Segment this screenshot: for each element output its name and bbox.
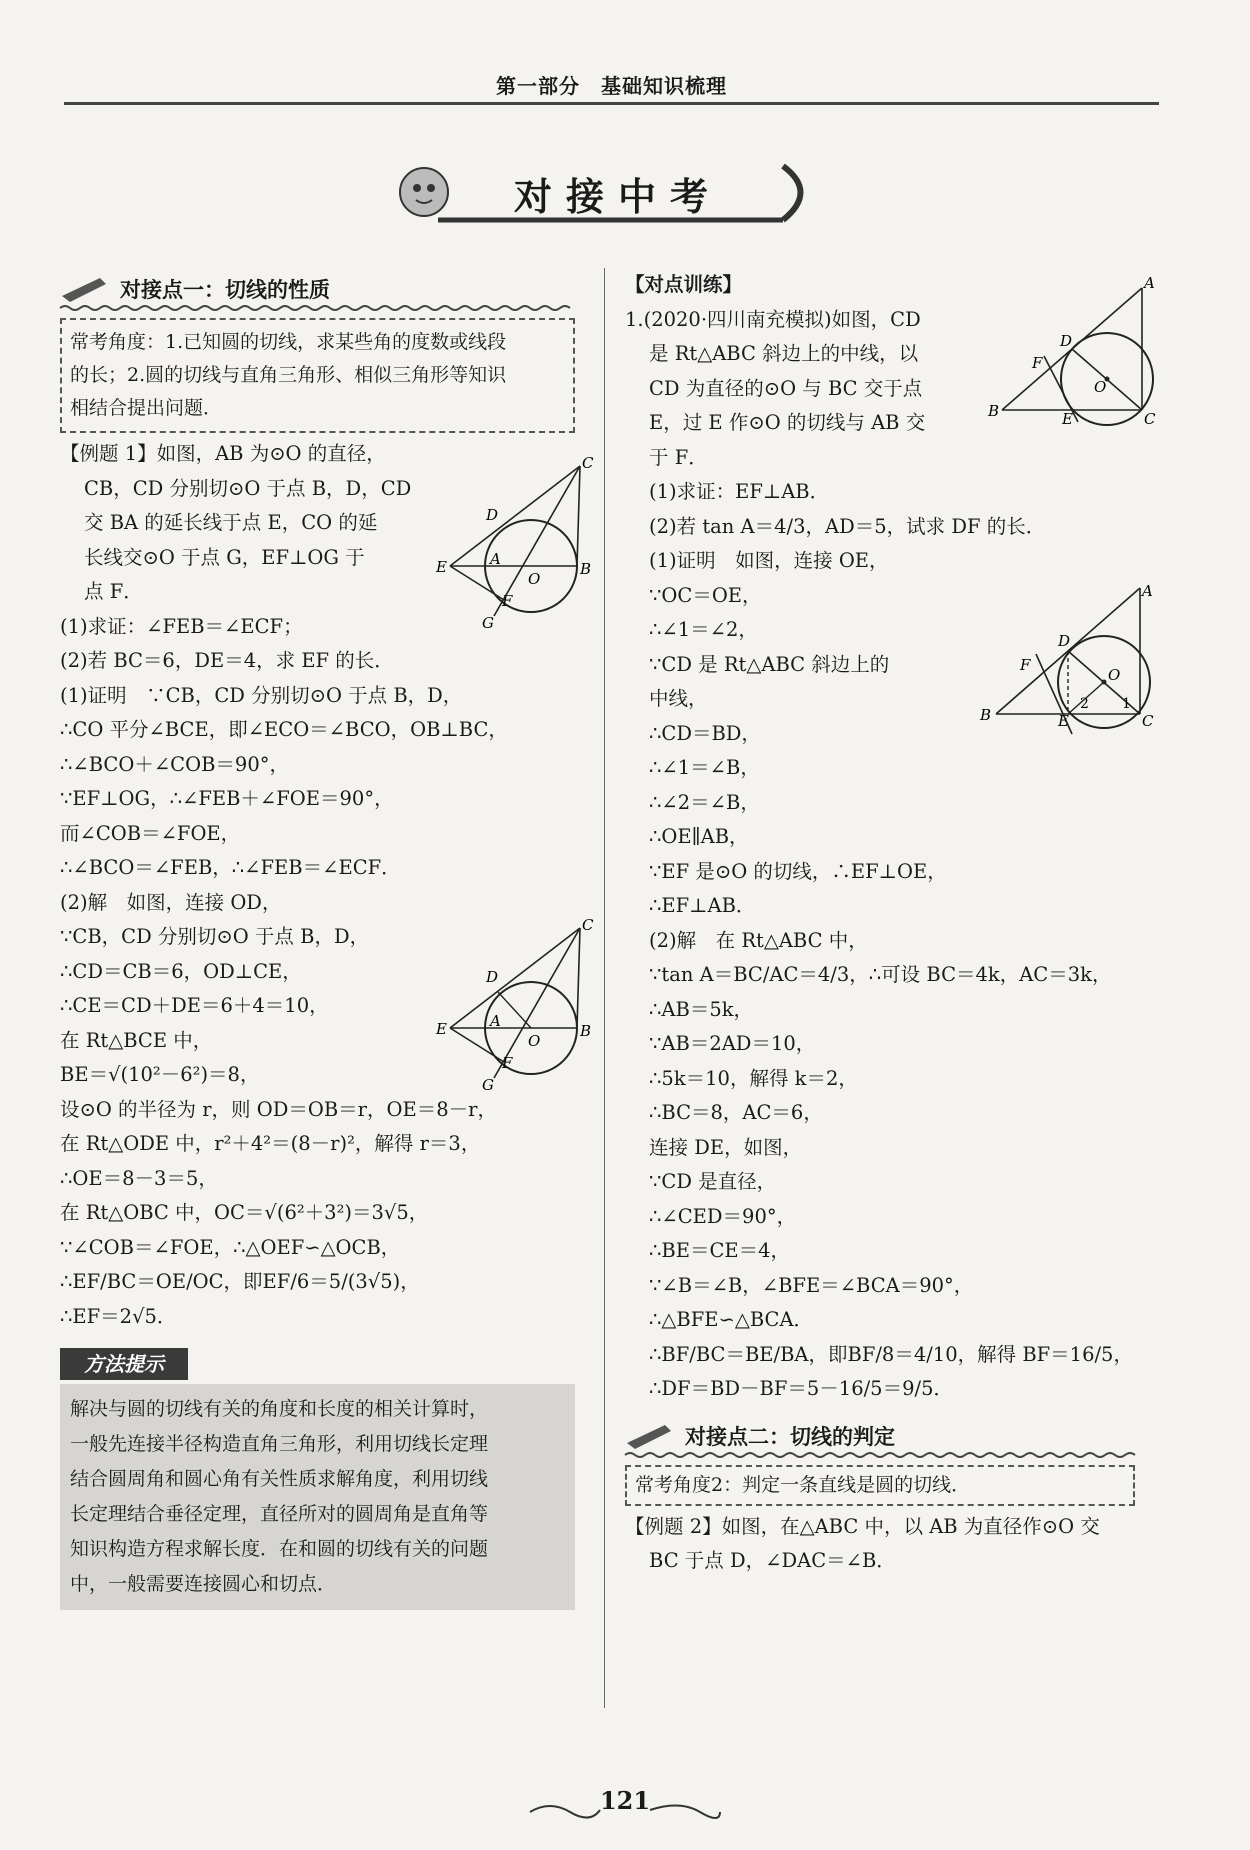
text-line: 中线， bbox=[649, 687, 708, 710]
label-A: A bbox=[490, 550, 501, 568]
method-tip-badge: 方法提示 bbox=[60, 1348, 188, 1380]
problem-1 bbox=[625, 303, 1135, 1407]
text-line: (2)若 BC＝6，DE＝4，求 EF 的长． bbox=[60, 649, 394, 672]
label-E: E bbox=[436, 1020, 447, 1038]
label-B: B bbox=[980, 706, 992, 724]
text-line: ∴OE＝8－3＝5， bbox=[60, 1166, 218, 1190]
exam-angle-box-2: 常考角度2：判定一条直线是圆的切线． bbox=[625, 1465, 1135, 1506]
method-tip-box bbox=[60, 1384, 575, 1610]
text-line: ∴CD＝BD， bbox=[649, 721, 761, 745]
text-line: ∴CD＝CB＝6，OD⊥CE， bbox=[60, 959, 302, 983]
text-line: (1)求证：∠FEB＝∠ECF； bbox=[60, 614, 303, 638]
label-B: B bbox=[580, 1022, 592, 1040]
text-line: 1.(2020·四川南充模拟)如图，CD bbox=[625, 307, 921, 331]
text-line: ∴BE＝CE＝4， bbox=[649, 1239, 791, 1262]
label-E: E bbox=[1062, 410, 1073, 428]
right-column bbox=[625, 268, 1135, 1579]
text-line: ∴EF⊥AB． bbox=[649, 894, 756, 917]
label-C: C bbox=[582, 916, 594, 934]
text-line: ∵∠B＝∠B，∠BFE＝∠BCA＝90°， bbox=[649, 1273, 974, 1297]
header-title: 第一部分 基础知识梳理 bbox=[496, 74, 727, 98]
label-F: F bbox=[1020, 656, 1031, 674]
label-B: B bbox=[988, 402, 1000, 420]
page-number: 121 bbox=[599, 1786, 651, 1815]
tip-line: 解决与圆的切线有关的角度和长度的相关计算时， bbox=[70, 1398, 489, 1420]
text-line: (1)证明 如图，连接 OE， bbox=[649, 549, 889, 572]
tip-line: 一般先连接半径构造直角三角形，利用切线长定理 bbox=[70, 1433, 489, 1455]
text-line: 交 BA 的延长线于点 E，CO 的延 bbox=[84, 511, 378, 534]
text-line: ∵OC＝OE， bbox=[649, 583, 762, 607]
wave-rule bbox=[60, 304, 575, 312]
tip-line: 长定理结合垂径定理，直径所对的圆周角是直角等 bbox=[70, 1503, 489, 1525]
section-heading-1 bbox=[60, 268, 575, 312]
label-E: E bbox=[1058, 712, 1069, 730]
section-title-1: 对接点一：切线的性质 bbox=[120, 277, 330, 302]
label-E: E bbox=[436, 558, 447, 576]
label-D: D bbox=[486, 968, 499, 986]
text-line: 连接 DE，如图， bbox=[649, 1135, 803, 1159]
label-O: O bbox=[1094, 378, 1107, 396]
label-D: D bbox=[486, 506, 499, 524]
wave-rule bbox=[625, 1451, 1135, 1459]
label-C: C bbox=[582, 454, 594, 472]
text-line: ∵∠COB＝∠FOE，∴△OEF∽△OCB， bbox=[60, 1235, 401, 1259]
text-line: ∴∠BCO＝∠FEB，∴∠FEB＝∠ECF． bbox=[60, 856, 401, 879]
label-O: O bbox=[1108, 666, 1121, 684]
label-G: G bbox=[482, 1076, 494, 1094]
text-line: ∴DF＝BD－BF＝5－16/5＝9/5． bbox=[649, 1377, 953, 1400]
label-B: B bbox=[580, 560, 592, 578]
text-line: ∴CO 平分∠BCE，即∠ECO＝∠BCO，OB⊥BC， bbox=[60, 718, 508, 741]
section-heading-2 bbox=[625, 1415, 1135, 1459]
text-line: ∵EF⊥OG，∴∠FEB＋∠FOE＝90°， bbox=[60, 787, 394, 810]
label-F: F bbox=[502, 1054, 513, 1072]
label-G: G bbox=[482, 614, 494, 632]
text-line: CB，CD 分别切⊙O 于点 B，D，CD bbox=[84, 476, 412, 500]
exam-angle-line: 常考角度：1.已知圆的切线，求某些角的度数或线段 bbox=[70, 331, 507, 353]
figure-problem1-b bbox=[976, 584, 1154, 744]
text-line: ∵AB＝2AD＝10， bbox=[649, 1032, 816, 1055]
section-title-2: 对接点二：切线的判定 bbox=[685, 1423, 895, 1449]
text-line: BE＝√(10²－6²)＝8， bbox=[60, 1063, 260, 1086]
exam-angle-line: 的长；2.圆的切线与直角三角形、相似三角形等知识 bbox=[70, 364, 507, 386]
text-line: (1)证明 ∵CB，CD 分别切⊙O 于点 B，D， bbox=[60, 683, 463, 707]
exam-angle-line: 相结合提出问题． bbox=[70, 397, 223, 419]
figure-example1-b bbox=[436, 918, 596, 1094]
chapter-banner bbox=[388, 158, 828, 228]
column-divider bbox=[604, 268, 605, 1708]
mascot-icon bbox=[400, 168, 448, 216]
page-header bbox=[64, 62, 1159, 108]
text-line: ∴∠1＝∠B， bbox=[649, 756, 760, 779]
text-line: ∴BF/BC＝BE/BA，即BF/8＝4/10，解得 BF＝16/5， bbox=[649, 1342, 1133, 1366]
tip-line: 中，一般需要连接圆心和切点． bbox=[70, 1573, 337, 1595]
text-line: ∴CE＝CD＋DE＝6＋4＝10， bbox=[60, 994, 329, 1017]
tip-line: 结合圆周角和圆心角有关性质求解角度，利用切线 bbox=[70, 1468, 489, 1490]
angle-label-1: 1 bbox=[1122, 696, 1131, 712]
text-line: 于 F． bbox=[649, 445, 708, 469]
label-C: C bbox=[1144, 410, 1156, 428]
method-tip-heading bbox=[60, 1344, 575, 1384]
angle-label-2: 2 bbox=[1080, 696, 1089, 712]
text-line: BC 于点 D，∠DAC＝∠B． bbox=[649, 1549, 896, 1572]
text-line: (2)解 如图，连接 OD， bbox=[60, 890, 282, 914]
label-A: A bbox=[490, 1012, 501, 1030]
text-line: ∴OE∥AB， bbox=[649, 825, 749, 848]
page-number-ornament bbox=[530, 1800, 720, 1822]
text-line: ∵EF 是⊙O 的切线，∴EF⊥OE， bbox=[649, 859, 947, 883]
text-line: CD 为直径的⊙O 与 BC 交于点 bbox=[649, 376, 923, 400]
text-line: ∴∠BCO＋∠COB＝90°， bbox=[60, 752, 289, 776]
text-line: ∵CD 是直径， bbox=[649, 1170, 777, 1193]
text-line: ∴△BFE∽△BCA． bbox=[649, 1308, 814, 1331]
text-line: ∴AB＝5k， bbox=[649, 997, 754, 1021]
text-line: ∴EF/BC＝OE/OC，即EF/6＝5/(3√5)， bbox=[60, 1270, 420, 1293]
label-A: A bbox=[1144, 274, 1155, 292]
text-line: (1)求证：EF⊥AB． bbox=[649, 480, 830, 503]
text-line: ∴BC＝8，AC＝6， bbox=[649, 1101, 823, 1124]
label-D: D bbox=[1060, 332, 1073, 350]
text-line: ∵CD 是 Rt△ABC 斜边上的 bbox=[649, 652, 890, 676]
label-O: O bbox=[528, 1032, 541, 1050]
text-line: (2)解 在 Rt△ABC 中， bbox=[649, 928, 868, 952]
example-2 bbox=[625, 1510, 1135, 1579]
figure-problem1-a bbox=[984, 276, 1154, 426]
label-C: C bbox=[1142, 712, 1154, 730]
label-D: D bbox=[1058, 632, 1071, 650]
label-F: F bbox=[1032, 354, 1043, 372]
text-line: 点 F． bbox=[84, 580, 143, 603]
text-line: 【例题 2】如图，在△ABC 中，以 AB 为直径作⊙O 交 bbox=[625, 1514, 1100, 1538]
text-line: 而∠COB＝∠FOE， bbox=[60, 821, 241, 845]
text-line: E，过 E 作⊙O 的切线与 AB 交 bbox=[649, 411, 926, 434]
text-line: ∵tan A＝BC/AC＝4/3，∴可设 BC＝4k，AC＝3k， bbox=[649, 963, 1112, 986]
figure-example1-a bbox=[436, 456, 596, 632]
text-line: 在 Rt△BCE 中， bbox=[60, 1028, 213, 1052]
text-line: 设⊙O 的半径为 r，则 OD＝OB＝r，OE＝8－r， bbox=[60, 1097, 497, 1121]
header-rule bbox=[64, 102, 1159, 105]
text-line: 【例题 1】如图，AB 为⊙O 的直径， bbox=[60, 442, 386, 465]
label-A: A bbox=[1142, 582, 1153, 600]
text-line: ∵CB，CD 分别切⊙O 于点 B，D， bbox=[60, 925, 370, 948]
text-line: ∴∠CED＝90°， bbox=[649, 1204, 797, 1228]
text-line: 在 Rt△OBC 中，OC＝√(6²＋3²)＝3√5， bbox=[60, 1201, 429, 1224]
text-line: 在 Rt△ODE 中，r²＋4²＝(8－r)²，解得 r＝3， bbox=[60, 1132, 481, 1155]
text-line: 长线交⊙O 于点 G，EF⊥OG 于 bbox=[84, 545, 365, 569]
exam-angle-box-1 bbox=[60, 318, 575, 433]
text-line: (2)若 tan A＝4/3，AD＝5，试求 DF 的长． bbox=[649, 514, 1046, 538]
banner-title: 对接中考 bbox=[513, 174, 722, 219]
text-line: ∴∠1＝∠2， bbox=[649, 618, 758, 641]
text-line: ∴∠2＝∠B， bbox=[649, 790, 760, 814]
label-O: O bbox=[528, 570, 541, 588]
training-title: 【对点训练】 bbox=[625, 273, 743, 296]
text-line: 是 Rt△ABC 斜边上的中线，以 bbox=[649, 342, 919, 365]
tip-line: 知识构造方程求解长度．在和圆的切线有关的问题 bbox=[70, 1538, 489, 1560]
pencil-icon bbox=[60, 274, 110, 304]
label-F: F bbox=[502, 592, 513, 610]
pencil-icon bbox=[625, 1421, 675, 1451]
text-line: ∴5k＝10，解得 k＝2， bbox=[649, 1066, 858, 1090]
text-line: ∴EF＝2√5． bbox=[60, 1304, 177, 1328]
